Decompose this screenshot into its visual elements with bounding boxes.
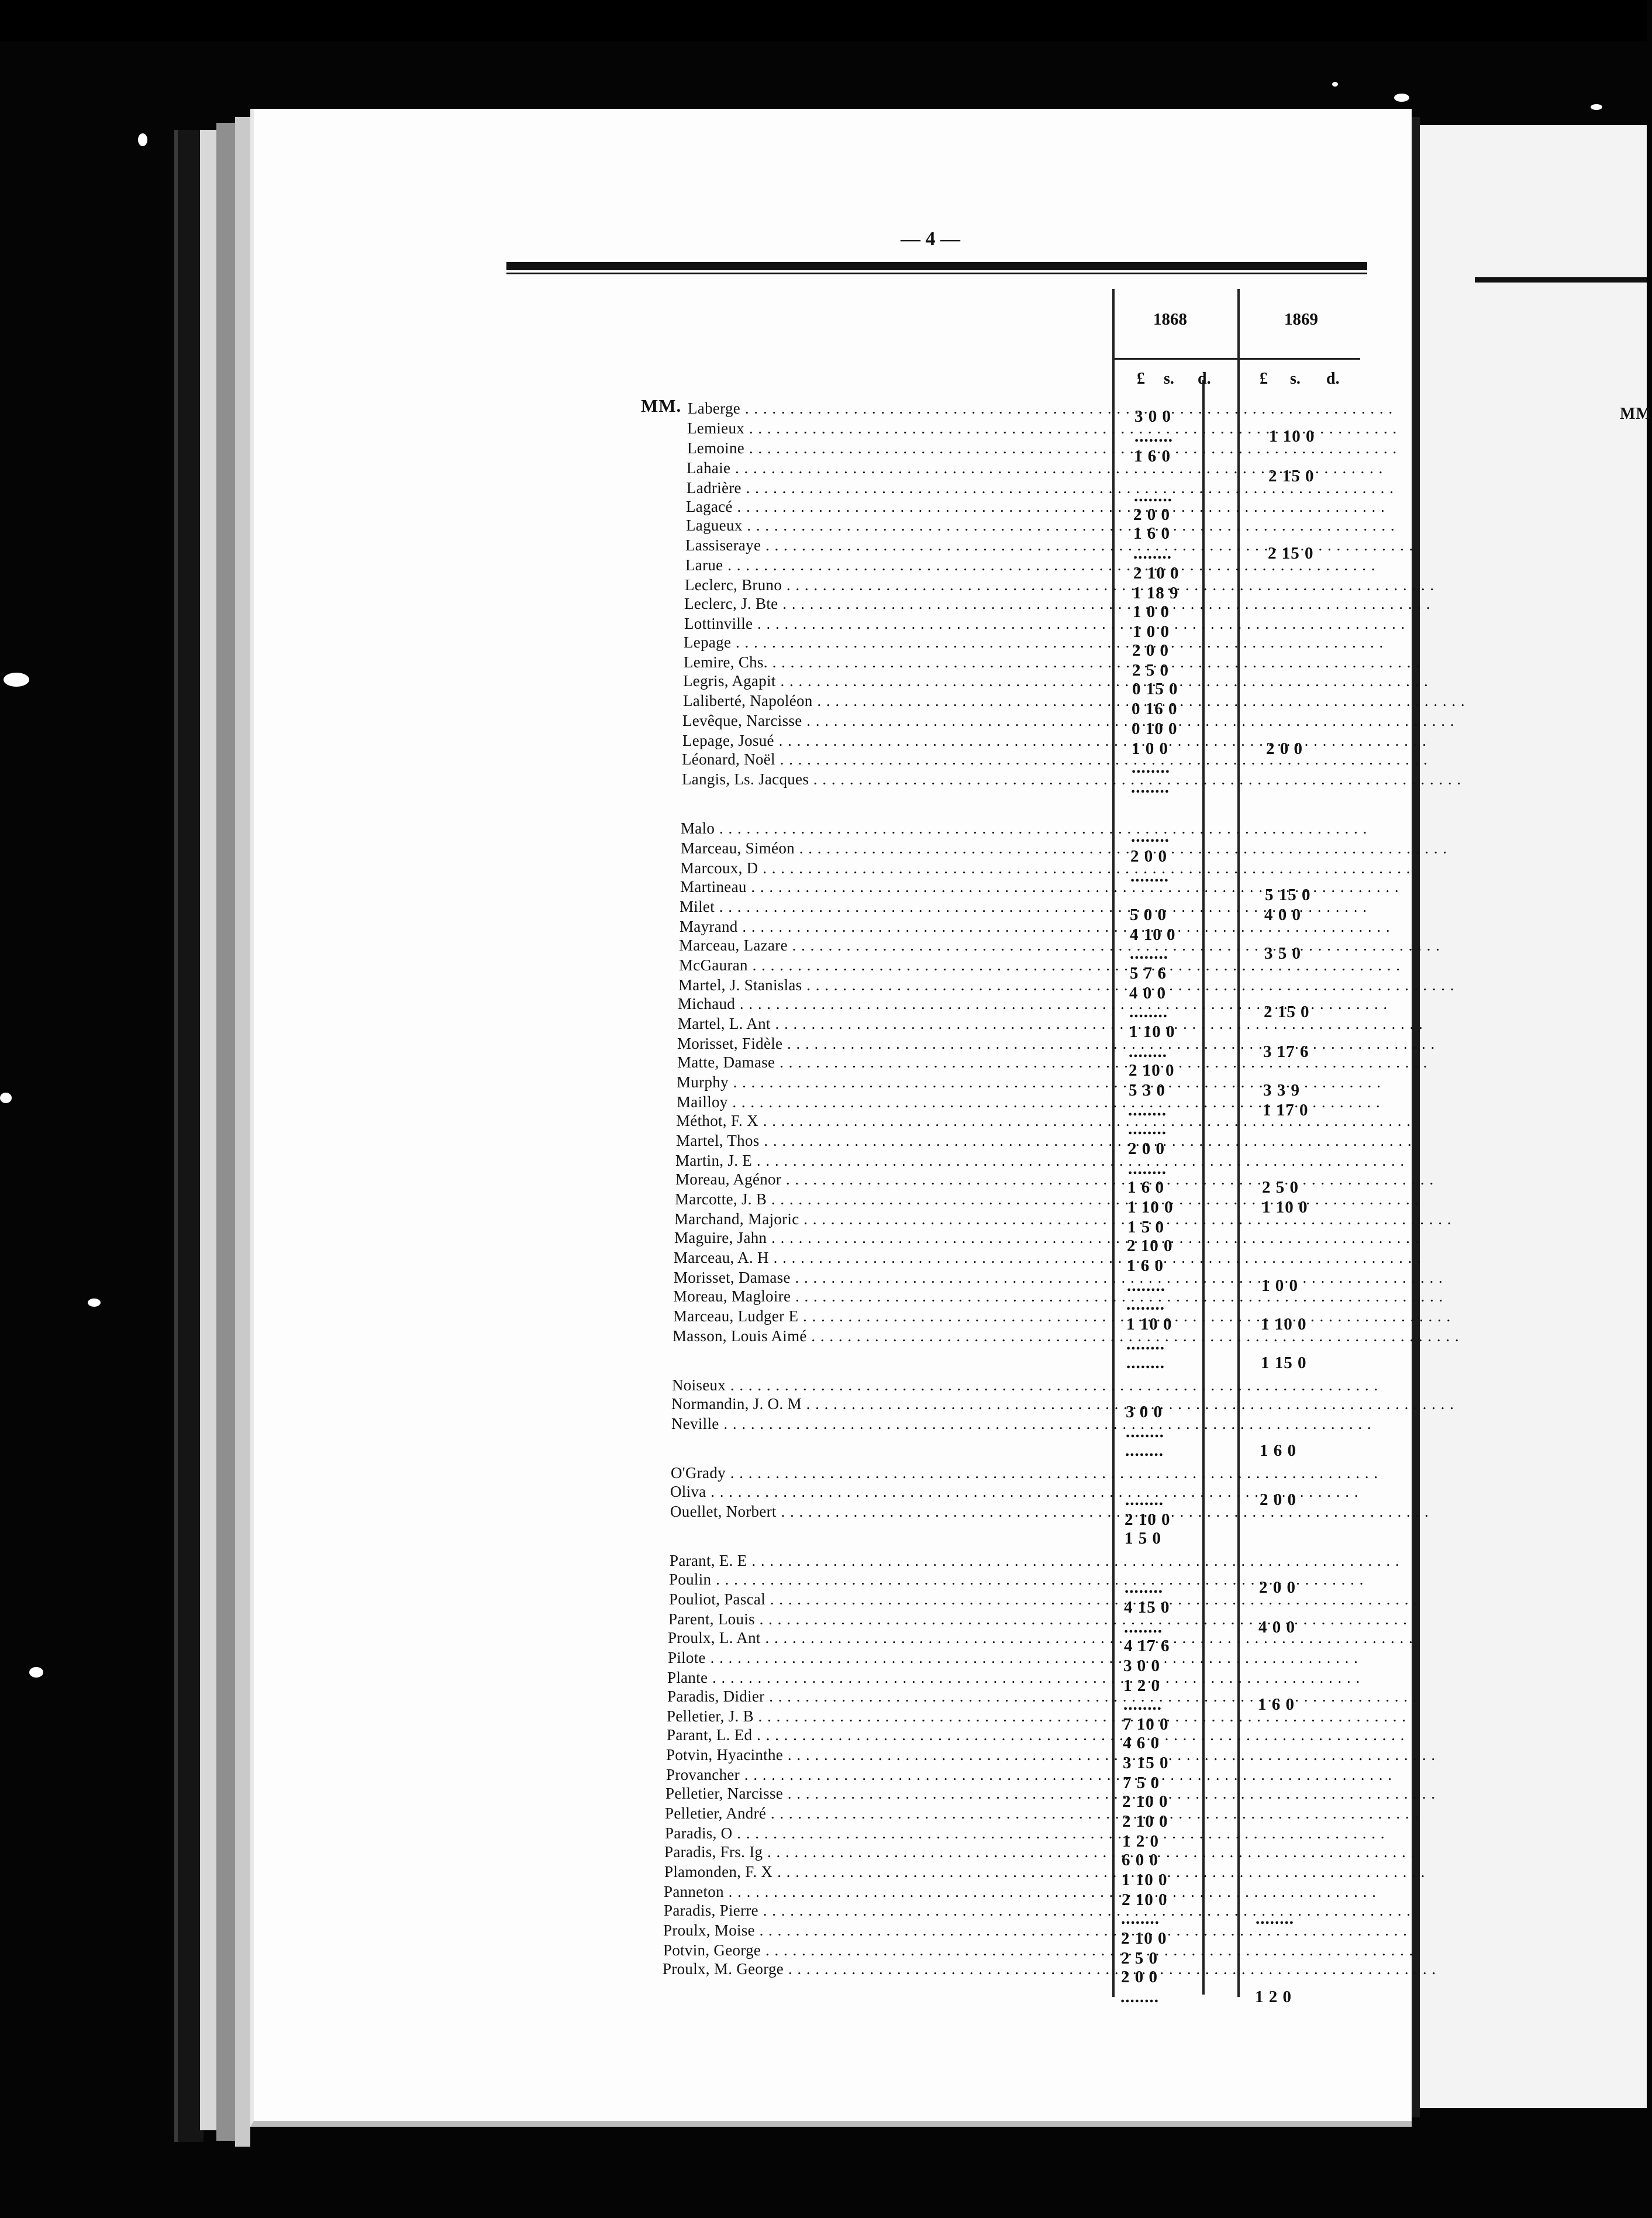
entry-name: Mayrand . . .	[680, 917, 1105, 936]
entry-name: Martin, J. E . . .	[675, 1151, 1105, 1170]
scan-speck	[4, 673, 29, 687]
entry-name: Lassiseraye . . .	[685, 536, 1105, 554]
facing-page	[1420, 125, 1647, 2108]
amount-1868: ........	[1130, 867, 1169, 886]
scan-speck	[138, 133, 147, 146]
amount-1869: 3 17 6	[1263, 1042, 1309, 1061]
entry-name: Parant, L. Ed . . .	[667, 1726, 1105, 1744]
amount-1868: 1 10 0	[1127, 1198, 1174, 1217]
amount-1869: 2 0 0	[1259, 1578, 1296, 1597]
entry-name: Marcotte, J. B . . .	[675, 1190, 1105, 1208]
amount-1868: 1 5 0	[1127, 1218, 1164, 1237]
scan-speck	[1394, 94, 1409, 102]
header-rule-thin	[506, 273, 1367, 274]
entry-name: Martel, J. Stanislas . . .	[678, 976, 1105, 994]
entry-name: Léonard, Noël . . .	[682, 750, 1105, 769]
entry-name: Lepage, Josué . . .	[682, 731, 1105, 750]
honorific-prefix: MM.	[641, 395, 682, 416]
amount-1868: 7 5 0	[1123, 1773, 1160, 1792]
entry-name: Méthot, F. X . . .	[676, 1111, 1105, 1130]
amount-1868: ........	[1120, 1988, 1159, 2006]
scan-speck	[29, 1667, 43, 1678]
entry-name: Larue . . .	[685, 556, 1105, 574]
entry-name: Masson, Louis Aimé . . .	[672, 1327, 1105, 1345]
amount-1868: 2 5 0	[1121, 1949, 1158, 1968]
amount-1868: 2 0 0	[1121, 1968, 1158, 1986]
amount-1869: 2 15 0	[1268, 544, 1314, 563]
entry-name: Marceau, Ludger E . . .	[673, 1307, 1105, 1325]
amount-1868: 1 6 0	[1133, 524, 1170, 543]
entry-name: Moreau, Agénor . . .	[675, 1170, 1105, 1189]
book-edge-pale	[235, 117, 250, 2147]
amount-1869: 1 6 0	[1260, 1441, 1296, 1460]
amount-1868: 1 2 0	[1123, 1676, 1160, 1695]
entry-name: Morisset, Damase . . .	[674, 1268, 1105, 1287]
entry-name: Legris, Agapit . . .	[683, 671, 1105, 690]
entry-name: Paradis, Didier . . .	[667, 1687, 1105, 1706]
amount-1868: 1 2 0	[1122, 1832, 1159, 1851]
amount-1868: 0 10 0	[1132, 719, 1178, 738]
entry-name: Levêque, Narcisse . . .	[682, 711, 1105, 730]
amount-1868: 2 0 0	[1132, 641, 1169, 660]
amount-1868: 2 10 0	[1125, 1510, 1171, 1529]
amount-1869: 4 0 0	[1264, 905, 1301, 924]
unit-pence-1869: d.	[1326, 370, 1340, 388]
year-1869-header: 1869	[1284, 310, 1318, 329]
amount-1869: 3 3 9	[1263, 1081, 1300, 1100]
amount-1869: 4 0 0	[1258, 1618, 1295, 1637]
amount-1869: 1 10 0	[1269, 427, 1315, 446]
entry-name: Martel, Thos . . .	[676, 1131, 1105, 1150]
header-rule	[506, 262, 1367, 270]
amount-1868: 4 6 0	[1123, 1734, 1160, 1752]
amount-1868: 2 0 0	[1130, 847, 1167, 866]
amount-1869: 2 0 0	[1260, 1490, 1296, 1509]
amount-1868: 1 6 0	[1127, 1256, 1164, 1275]
entry-name: Lahaie . . .	[687, 459, 1105, 477]
amount-1869: 1 10 0	[1261, 1315, 1307, 1334]
entry-name: Lagacé . . .	[686, 497, 1105, 516]
scan-speck	[88, 1299, 101, 1307]
amount-1869: 2 0 0	[1266, 739, 1303, 758]
entry-name: Paradis, O . . .	[665, 1824, 1105, 1842]
entry-name: Proulx, Moise . . .	[663, 1921, 1105, 1940]
entry-name: Ladrière . . .	[687, 478, 1105, 497]
amount-1868: 1 0 0	[1132, 739, 1168, 758]
year-1868-header: 1868	[1153, 310, 1187, 329]
amount-1868: 1 10 0	[1129, 1022, 1175, 1041]
entry-name: Lepage . . .	[684, 633, 1105, 652]
amount-1868: 6 0 0	[1122, 1851, 1158, 1869]
entry-name: Parent, Louis . . .	[668, 1610, 1105, 1628]
entry-name: Marceau, A. H . . .	[674, 1248, 1105, 1267]
entry-name: Oliva . . .	[670, 1482, 1105, 1501]
book-edge-dark	[174, 130, 204, 2142]
amount-1868: ........	[1126, 1295, 1165, 1314]
amount-1868: 2 10 0	[1127, 1237, 1173, 1255]
entry-name: McGauran . . .	[679, 956, 1105, 974]
amount-1868: 1 5 0	[1125, 1529, 1161, 1548]
entry-name: Marceau, Lazare . . .	[679, 936, 1105, 955]
amount-1868: ........	[1133, 544, 1172, 563]
amount-1868: 3 0 0	[1123, 1656, 1160, 1675]
amount-1869: 1 17 0	[1263, 1101, 1309, 1120]
amount-1868: 2 10 0	[1129, 1061, 1175, 1080]
entry-name: Lagueux . . .	[686, 516, 1105, 535]
entry-name: Laliberté, Napoléon . . .	[683, 691, 1105, 710]
entry-name: Noiseux . . .	[672, 1376, 1105, 1394]
amount-1868: 7 10 0	[1123, 1715, 1169, 1734]
entry-name: Martineau . . .	[680, 877, 1105, 896]
scan-speck	[1332, 82, 1338, 87]
entry-name: Marchand, Majoric . . .	[674, 1210, 1105, 1228]
scan-speck	[1591, 104, 1602, 110]
entry-name: Langis, Ls. Jacques . . .	[682, 770, 1105, 788]
amount-1868: 1 0 0	[1133, 602, 1170, 621]
entry-name: Paradis, Pierre . . .	[664, 1901, 1105, 1920]
amount-1868: 2 0 0	[1128, 1139, 1165, 1158]
amount-1868: 4 0 0	[1129, 984, 1166, 1003]
amount-1868: ........	[1125, 1578, 1163, 1597]
entry-name: Murphy . . .	[677, 1073, 1105, 1091]
entry-name: Lemieux . . .	[687, 419, 1105, 438]
amount-1868: ........	[1129, 1003, 1168, 1021]
amount-1869: 1 6 0	[1258, 1695, 1295, 1714]
amount-1868: ........	[1130, 944, 1168, 963]
amount-1868: 2 10 0	[1122, 1890, 1168, 1909]
entry-name: Plante . . .	[667, 1668, 1105, 1687]
entry-name: Lemire, Chs. . . .	[684, 653, 1105, 671]
amount-1869: 2 15 0	[1264, 1003, 1310, 1021]
amount-1868: 4 17 6	[1124, 1637, 1170, 1655]
entry-name: Pilote . . .	[668, 1648, 1105, 1667]
entry-name: Morisset, Fidèle . . .	[677, 1034, 1105, 1053]
amount-1868: 4 15 0	[1124, 1598, 1170, 1617]
unit-pounds-1868: £	[1137, 370, 1145, 388]
amount-1868: ........	[1134, 487, 1172, 505]
amount-1868: 0 16 0	[1132, 700, 1178, 718]
amount-1869: 3 5 0	[1264, 944, 1301, 963]
entry-name: Poulin . . .	[669, 1570, 1105, 1589]
amount-1869: 5 15 0	[1265, 886, 1311, 904]
entry-name: Matte, Damase . . .	[677, 1053, 1105, 1072]
page-number: — 4 —	[901, 228, 960, 250]
entry-name: Potvin, Hyacinthe . . .	[666, 1745, 1105, 1764]
amount-1868: ........	[1126, 1423, 1164, 1441]
amount-1868: 2 10 0	[1122, 1792, 1168, 1811]
entry-name: Milet . . .	[680, 897, 1105, 916]
entry-name: Pelletier, Narcisse . . .	[665, 1784, 1105, 1803]
amount-1868: ........	[1123, 1695, 1162, 1714]
amount-1869: 2 5 0	[1262, 1178, 1299, 1197]
amount-1869: 1 2 0	[1255, 1988, 1292, 2006]
amount-1868: 2 10 0	[1133, 564, 1179, 583]
entry-name: Paradis, Frs. Ig . . .	[664, 1842, 1105, 1861]
entry-name: Mailloy . . .	[677, 1093, 1105, 1111]
amount-1868: 3 15 0	[1123, 1754, 1169, 1772]
amount-1868: ........	[1127, 1276, 1165, 1295]
entry-name: Lemoine . . .	[687, 439, 1105, 457]
book-edge-grey	[216, 123, 235, 2141]
amount-1869: ........	[1256, 1909, 1294, 1928]
entry-name: Proulx, M. George . . .	[663, 1959, 1105, 1978]
amount-1868: 1 10 0	[1126, 1315, 1172, 1334]
facing-page-heading: MM	[1620, 405, 1652, 423]
entry-name: Panneton . . .	[664, 1882, 1105, 1901]
entry-name: Malo . . .	[681, 819, 1105, 838]
amount-1868: ........	[1125, 1441, 1164, 1460]
amount-1869: 1 0 0	[1261, 1276, 1298, 1295]
entry-name: Lottinville . . .	[684, 614, 1105, 633]
entry-name: Marcoux, D . . .	[680, 859, 1105, 877]
entry-name: Leclerc, Bruno . . .	[685, 576, 1105, 594]
amount-1868: ........	[1125, 1490, 1164, 1509]
amount-1868: ........	[1128, 1101, 1167, 1120]
amount-1868: 2 10 0	[1122, 1812, 1168, 1831]
unit-shillings-1869: s.	[1290, 370, 1301, 388]
entry-name: Plamonden, F. X . . .	[664, 1862, 1105, 1881]
entry-name: Pelletier, André . . .	[665, 1804, 1105, 1823]
entry-name: Potvin, George . . .	[663, 1941, 1105, 1959]
entry-name: Martel, L. Ant . . .	[678, 1014, 1105, 1033]
entry-name: Marceau, Siméon . . .	[681, 839, 1105, 857]
amount-1868: 4 10 0	[1130, 925, 1176, 944]
amount-1868: ........	[1124, 1618, 1163, 1637]
amount-1868: ........	[1128, 1159, 1167, 1178]
amount-1868: ........	[1126, 1335, 1165, 1353]
entry-name: Leclerc, J. Bte . . .	[684, 594, 1105, 613]
amount-1868: 1 10 0	[1122, 1871, 1168, 1889]
entry-name: Moreau, Magloire . . .	[673, 1287, 1105, 1306]
amount-1868: 1 6 0	[1127, 1178, 1164, 1197]
amount-1868: 1 18 9	[1133, 584, 1179, 602]
amount-1868: ........	[1126, 1353, 1165, 1372]
unit-pence-1868: d.	[1198, 370, 1211, 388]
amount-1868: ........	[1121, 1909, 1160, 1928]
entry-name: Parant, E. E . . .	[670, 1551, 1105, 1570]
amount-1868: ........	[1131, 778, 1170, 797]
book-edge-light	[200, 130, 216, 2130]
amount-1868: 5 7 6	[1130, 964, 1167, 983]
entry-name: Provancher . . .	[666, 1765, 1105, 1784]
amount-1868: 0 15 0	[1132, 680, 1178, 698]
entry-name: Michaud . . .	[678, 994, 1105, 1013]
amount-1868: ........	[1129, 1042, 1167, 1061]
entry-name: Normandin, J. O. M . . .	[671, 1394, 1105, 1413]
amount-1868: ........	[1128, 1120, 1167, 1138]
amount-1868: 1 6 0	[1134, 447, 1171, 466]
year-header-rule	[1115, 358, 1360, 360]
amount-1869: 2 15 0	[1268, 467, 1315, 485]
amount-1868: ........	[1134, 427, 1173, 446]
amount-1868: ........	[1131, 827, 1170, 846]
entry-name: Maguire, Jahn . . .	[674, 1228, 1105, 1247]
amount-1868: 2 0 0	[1133, 505, 1170, 524]
entry-name: Laberge . . .	[688, 399, 1105, 418]
entry-name: Ouellet, Norbert . . .	[670, 1502, 1105, 1521]
amount-1868: 5 0 0	[1130, 905, 1167, 924]
amount-1868: 3 0 0	[1126, 1403, 1163, 1421]
amount-1869: 1 10 0	[1262, 1198, 1308, 1217]
amount-1868: 3 0 0	[1134, 407, 1171, 426]
amount-1868: 2 5 0	[1132, 661, 1169, 680]
entry-name: O'Grady . . .	[671, 1463, 1105, 1482]
amount-1868: ........	[1132, 758, 1170, 777]
amount-1868: 1 0 0	[1133, 622, 1170, 641]
unit-pounds-1869: £	[1260, 370, 1268, 388]
entry-name: Pelletier, J. B . . .	[667, 1707, 1105, 1726]
entry-name: Neville . . .	[671, 1414, 1105, 1433]
entry-name: Proulx, L. Ant . . .	[668, 1628, 1105, 1647]
amount-1868: 5 3 0	[1129, 1081, 1165, 1100]
scan-top-band	[0, 0, 1647, 41]
scan-speck	[0, 1093, 12, 1103]
unit-shillings-1868: s.	[1164, 370, 1174, 388]
amount-1869: 1 15 0	[1261, 1353, 1307, 1372]
amount-1868: 2 10 0	[1121, 1929, 1167, 1948]
entry-name: Pouliot, Pascal . . .	[669, 1590, 1105, 1609]
facing-page-rule	[1475, 277, 1647, 283]
